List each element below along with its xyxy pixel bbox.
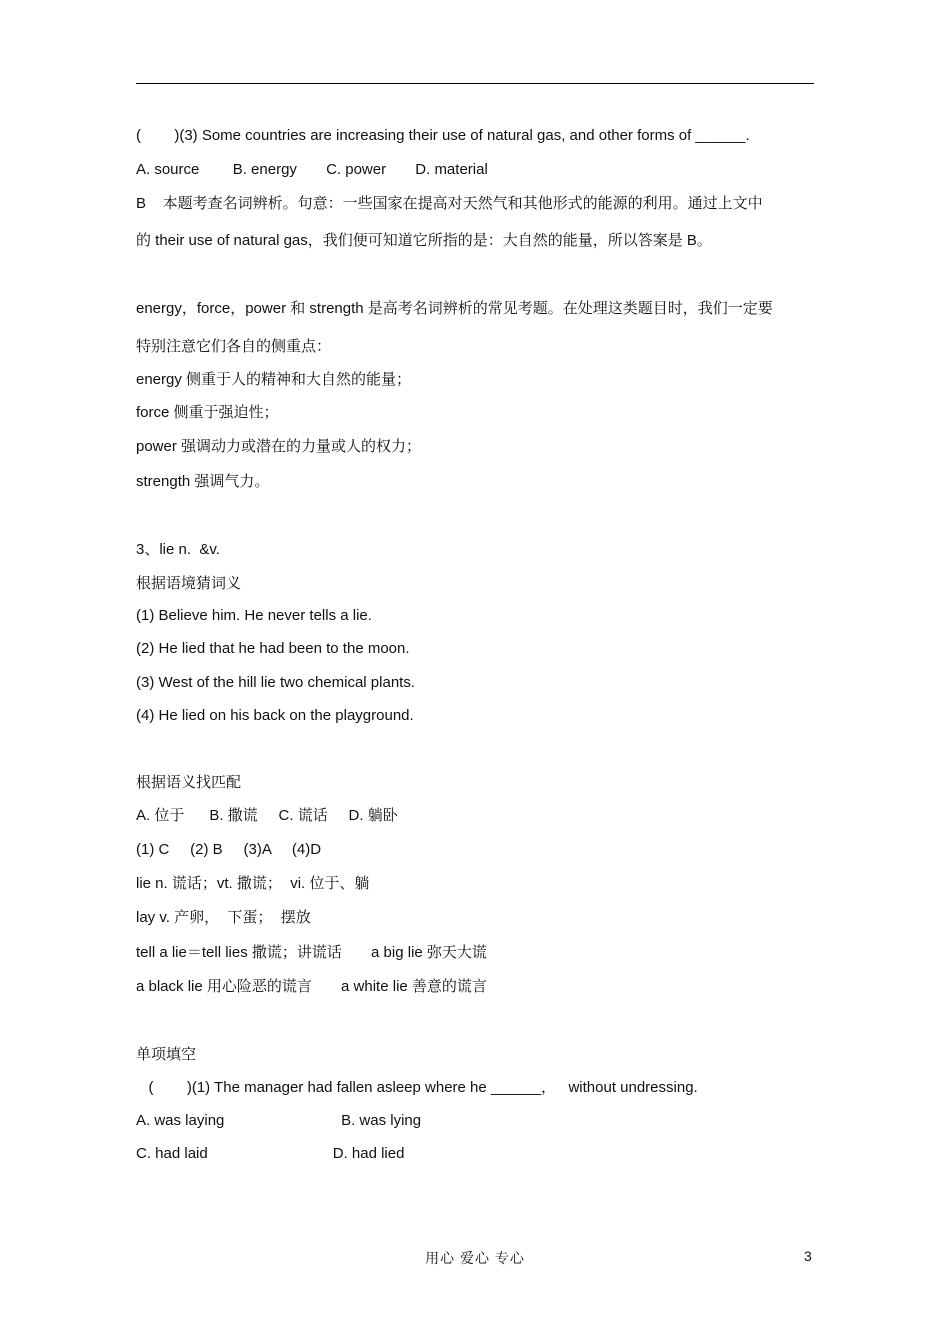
answer-explanation-line-1: B 本题考查名词辨析。句意：一些国家在提高对天然气和其他形式的能源的利用。通过上文中	[136, 195, 763, 212]
question-3-options: A. source B. energy C. power D. material	[136, 161, 488, 178]
matching-options: A. 位于 B. 撒谎 C. 谎话 D. 躺卧	[136, 807, 398, 824]
lie-phrases-1: tell a lie＝tell lies 撒谎；讲谎话 a big lie 弥天大谎	[136, 944, 487, 961]
note-paragraph-line-2: 特别注意它们各自的侧重点：	[136, 338, 332, 355]
question-3-stem: ( )(3) Some countries are increasing their use of natural gas, and other forms of ______.	[136, 127, 750, 144]
single-choice-question-1: ( )(1) The manager had fallen asleep where he ______， without undressing.	[136, 1079, 698, 1096]
section-3-heading: 3、lie n. &v.	[136, 541, 220, 558]
note-paragraph-line-1: energy，force，power 和 strength 是高考名词辨析的常见考题。在处理这类题目时，我们一定要	[136, 300, 773, 317]
lie-phrases-2: a black lie 用心险恶的谎言 a white lie 善意的谎言	[136, 978, 487, 995]
matching-heading: 根据语义找匹配	[136, 774, 242, 791]
single-choice-heading: 单项填空	[136, 1046, 197, 1063]
single-choice-options-cd: C. had laid D. had lied	[136, 1145, 405, 1162]
note-strength: strength 强调气力。	[136, 473, 270, 490]
footer-motto: 用心 爱心 专心	[425, 1250, 525, 1266]
example-sentence-3: (3) West of the hill lie two chemical plants.	[136, 674, 416, 691]
example-sentence-4: (4) He lied on his back on the playground.	[136, 707, 414, 724]
answer-explanation-line-2: 的 their use of natural gas，我们便可知道它所指的是：大自然的能量，所以答案是 B。	[136, 232, 712, 249]
header-rule	[136, 83, 814, 84]
page-number: 3	[804, 1248, 812, 1264]
example-sentence-1: (1) Believe him. He never tells a lie.	[136, 607, 372, 624]
note-power: power 强调动力或潜在的力量或人的权力；	[136, 438, 422, 455]
lie-definition: lie n. 谎话；vt. 撒谎； vi. 位于、躺	[136, 875, 370, 892]
matching-answers: (1) C (2) B (3)A (4)D	[136, 841, 322, 858]
note-force: force 侧重于强迫性；	[136, 404, 279, 421]
note-energy: energy 侧重于人的精神和大自然的能量；	[136, 371, 412, 388]
single-choice-options-ab: A. was laying B. was lying	[136, 1112, 422, 1129]
example-sentence-2: (2) He lied that he had been to the moon.	[136, 640, 410, 657]
context-guess-heading: 根据语境猜词义	[136, 575, 242, 592]
lay-definition: lay v. 产卵， 下蛋； 摆放	[136, 909, 311, 926]
